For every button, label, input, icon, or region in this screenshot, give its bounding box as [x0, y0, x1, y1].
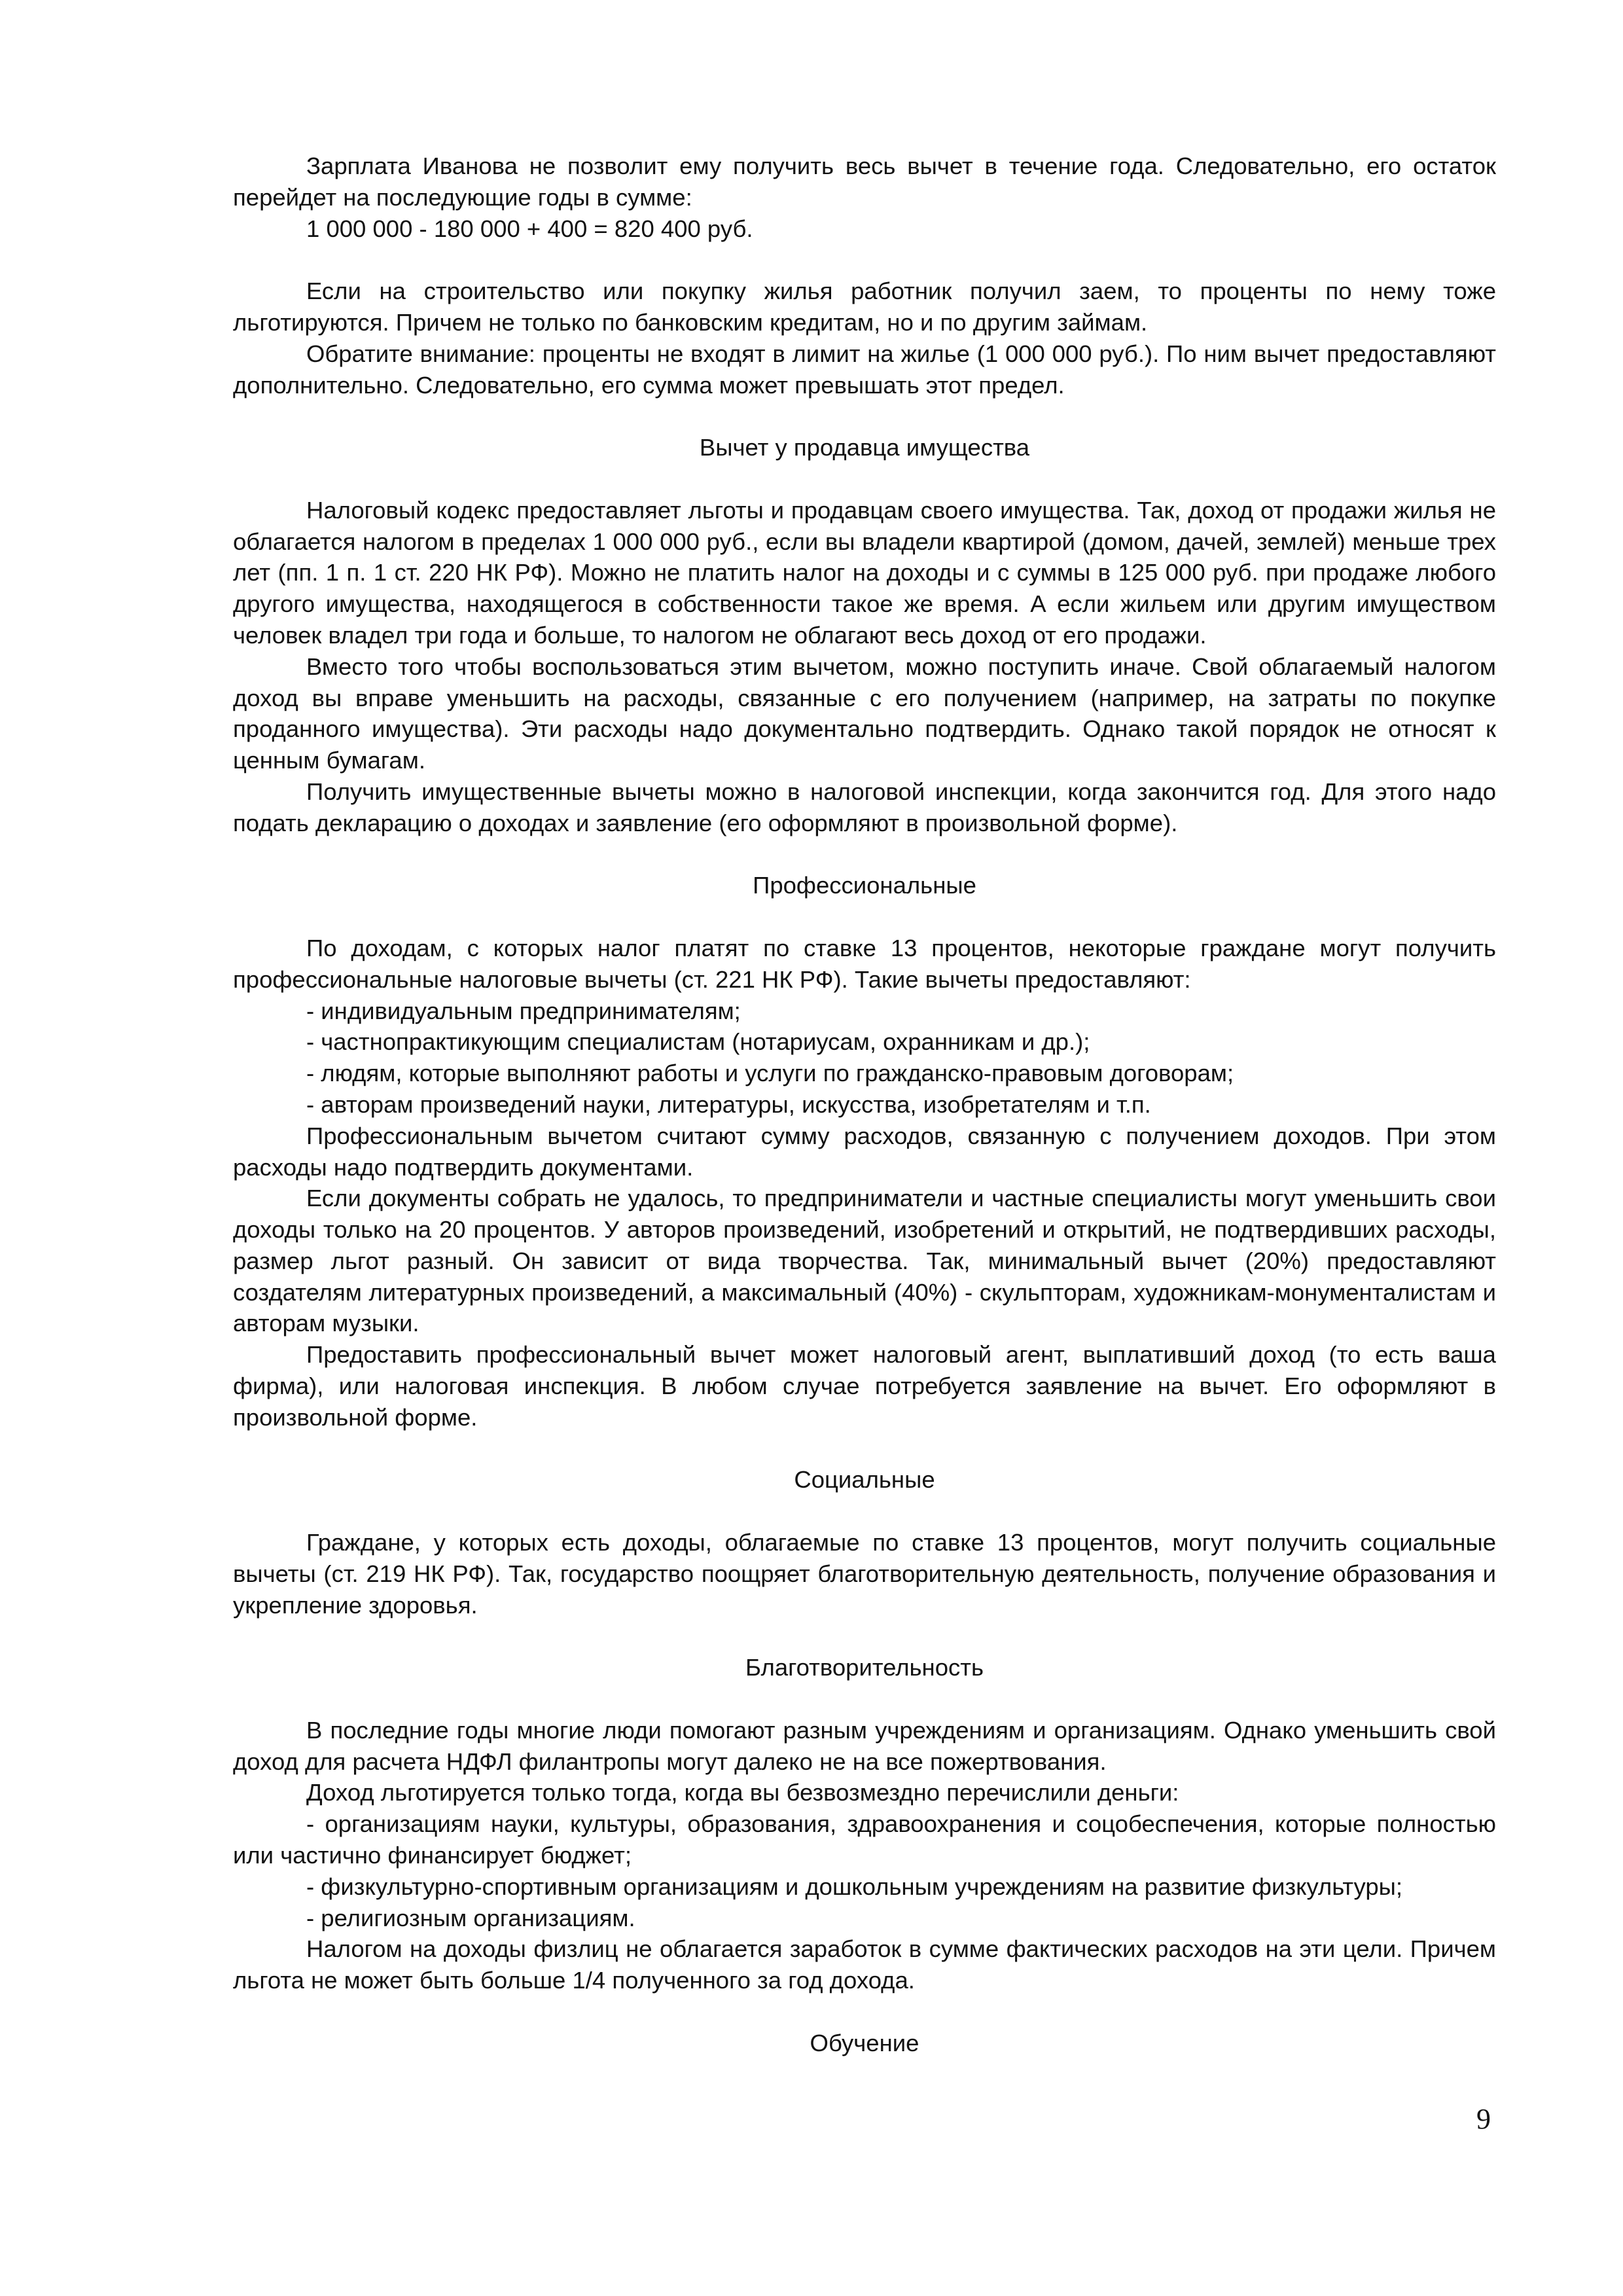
list-item: - индивидуальным предпринимателям; — [306, 997, 741, 1024]
spacer — [233, 1621, 1496, 1652]
section-heading-social: Социальные — [794, 1466, 935, 1494]
paragraph: Граждане, у которых есть доходы, облагаемые по ставке 13 процентов, могут получить социальные вычеты (ст. 219 НК РФ). Так, государство поощряет благотворительную деятельность, получение образования и укрепление здоровья. — [233, 1529, 1496, 1619]
paragraph: Предоставить профессиональный вычет может налоговый агент, выплативший доход (то есть ваша фирма), или налоговая инспекция. В любом случае потребуется заявление на вычет. Его оформляют в произвольной форме. — [233, 1341, 1496, 1431]
paragraph: Доход льготируется только тогда, когда вы безвозмездно перечислили деньги: — [306, 1779, 1179, 1806]
list-item: - частнопрактикующим специалистам (нотариусам, охранникам и др.); — [306, 1028, 1090, 1056]
list-item: - физкультурно-спортивным организациям и дошкольным учреждениям на развитие физкультуры; — [306, 1873, 1403, 1900]
spacer — [233, 463, 1496, 495]
spacer — [233, 401, 1496, 432]
paragraph: Получить имущественные вычеты можно в налоговой инспекции, когда закончится год. Для этого надо подать декларацию о доходах и заявление (его оформляют в произвольной форме). — [233, 778, 1496, 836]
spacer — [233, 901, 1496, 933]
section-heading-professional: Профессиональные — [753, 872, 976, 899]
paragraph: Вместо того чтобы воспользоваться этим вычетом, можно поступить иначе. Свой облагаемый налогом доход вы вправе уменьшить на расходы, связанные с его получением (например, на затраты по покупке проданного имущества). Эти расходы надо документально подтвердить. Однако такой порядок не относят к ценным бумагам. — [233, 653, 1496, 774]
section-heading-charity: Благотворительность — [745, 1654, 984, 1681]
spacer — [233, 1996, 1496, 2028]
document-page — [233, 151, 1496, 2059]
section-heading-seller-deduction: Вычет у продавца имущества — [699, 434, 1030, 461]
spacer — [233, 1683, 1496, 1715]
page-number: 9 — [1476, 2103, 1491, 2135]
paragraph: Обратите внимание: проценты не входят в лимит на жилье (1 000 000 руб.). По ним вычет предоставляют дополнительно. Следовательно, его сумма может превышать этот предел. — [233, 340, 1496, 399]
spacer — [233, 1433, 1496, 1465]
spacer — [233, 244, 1496, 276]
list-item: - организациям науки, культуры, образования, здравоохранения и соцобеспечения, которые полностью или частично финансирует бюджет; — [233, 1810, 1496, 1869]
list-item: - авторам произведений науки, литературы, искусства, изобретателям и т.п. — [306, 1090, 1151, 1118]
paragraph: Профессиональным вычетом считают сумму расходов, связанную с получением доходов. При этом расходы надо подтвердить документами. — [233, 1122, 1496, 1181]
paragraph: Зарплата Иванова не позволит ему получить весь вычет в течение года. Следовательно, его остаток перейдет на последующие годы в сумме: — [233, 152, 1496, 211]
paragraph: По доходам, с которых налог платят по ставке 13 процентов, некоторые граждане могут получить профессиональные налоговые вычеты (ст. 221 НК РФ). Такие вычеты предоставляют: — [233, 934, 1496, 993]
list-item: - людям, которые выполняют работы и услуги по гражданско-правовым договорам; — [306, 1060, 1234, 1087]
spacer — [233, 839, 1496, 870]
list-item: - религиозным организациям. — [306, 1904, 635, 1931]
paragraph: Налогом на доходы физлиц не облагается заработок в сумме фактических расходов на эти цели. Причем льгота не может быть больше 1/4 полученного за год дохода. — [233, 1935, 1496, 1994]
paragraph: Если на строительство или покупку жилья работник получил заем, то проценты по нему тоже льготируются. Причем не только по банковским кредитам, но и по другим займам. — [233, 278, 1496, 336]
section-heading-education: Обучение — [810, 2029, 919, 2056]
paragraph: Если документы собрать не удалось, то предприниматели и частные специалисты могут уменьшить свои доходы только на 20 процентов. У авторов произведений, изобретений и открытий, не подтвердивших расходы, размер льгот разный. Он зависит от вида творчества. Так, минимальный вычет (20%) предоставляют создателям литературных произведений, а максимальный (40%) - скульпторам, художникам-монументалистам и авторам музыки. — [233, 1185, 1496, 1337]
paragraph: В последние годы многие люди помогают разным учреждениям и организациям. Однако уменьшить свой доход для расчета НДФЛ филантропы могут далеко не на все пожертвования. — [233, 1716, 1496, 1775]
calculation-line: 1 000 000 - 180 000 + 400 = 820 400 руб. — [306, 215, 753, 242]
spacer — [233, 1496, 1496, 1527]
paragraph: Налоговый кодекс предоставляет льготы и продавцам своего имущества. Так, доход от продажи жилья не облагается налогом в пределах 1 000 000 руб., если вы владели квартирой (домом, дачей, землей) меньше трех лет (пп. 1 п. 1 ст. 220 НК РФ). Можно не платить налог на доходы и с суммы в 125 000 руб. при продаже любого другого имущества, находящегося в собственности такое же время. А если жильем или другим имуществом человек владел три года и больше, то налогом не облагают весь доход от его продажи. — [233, 496, 1496, 649]
